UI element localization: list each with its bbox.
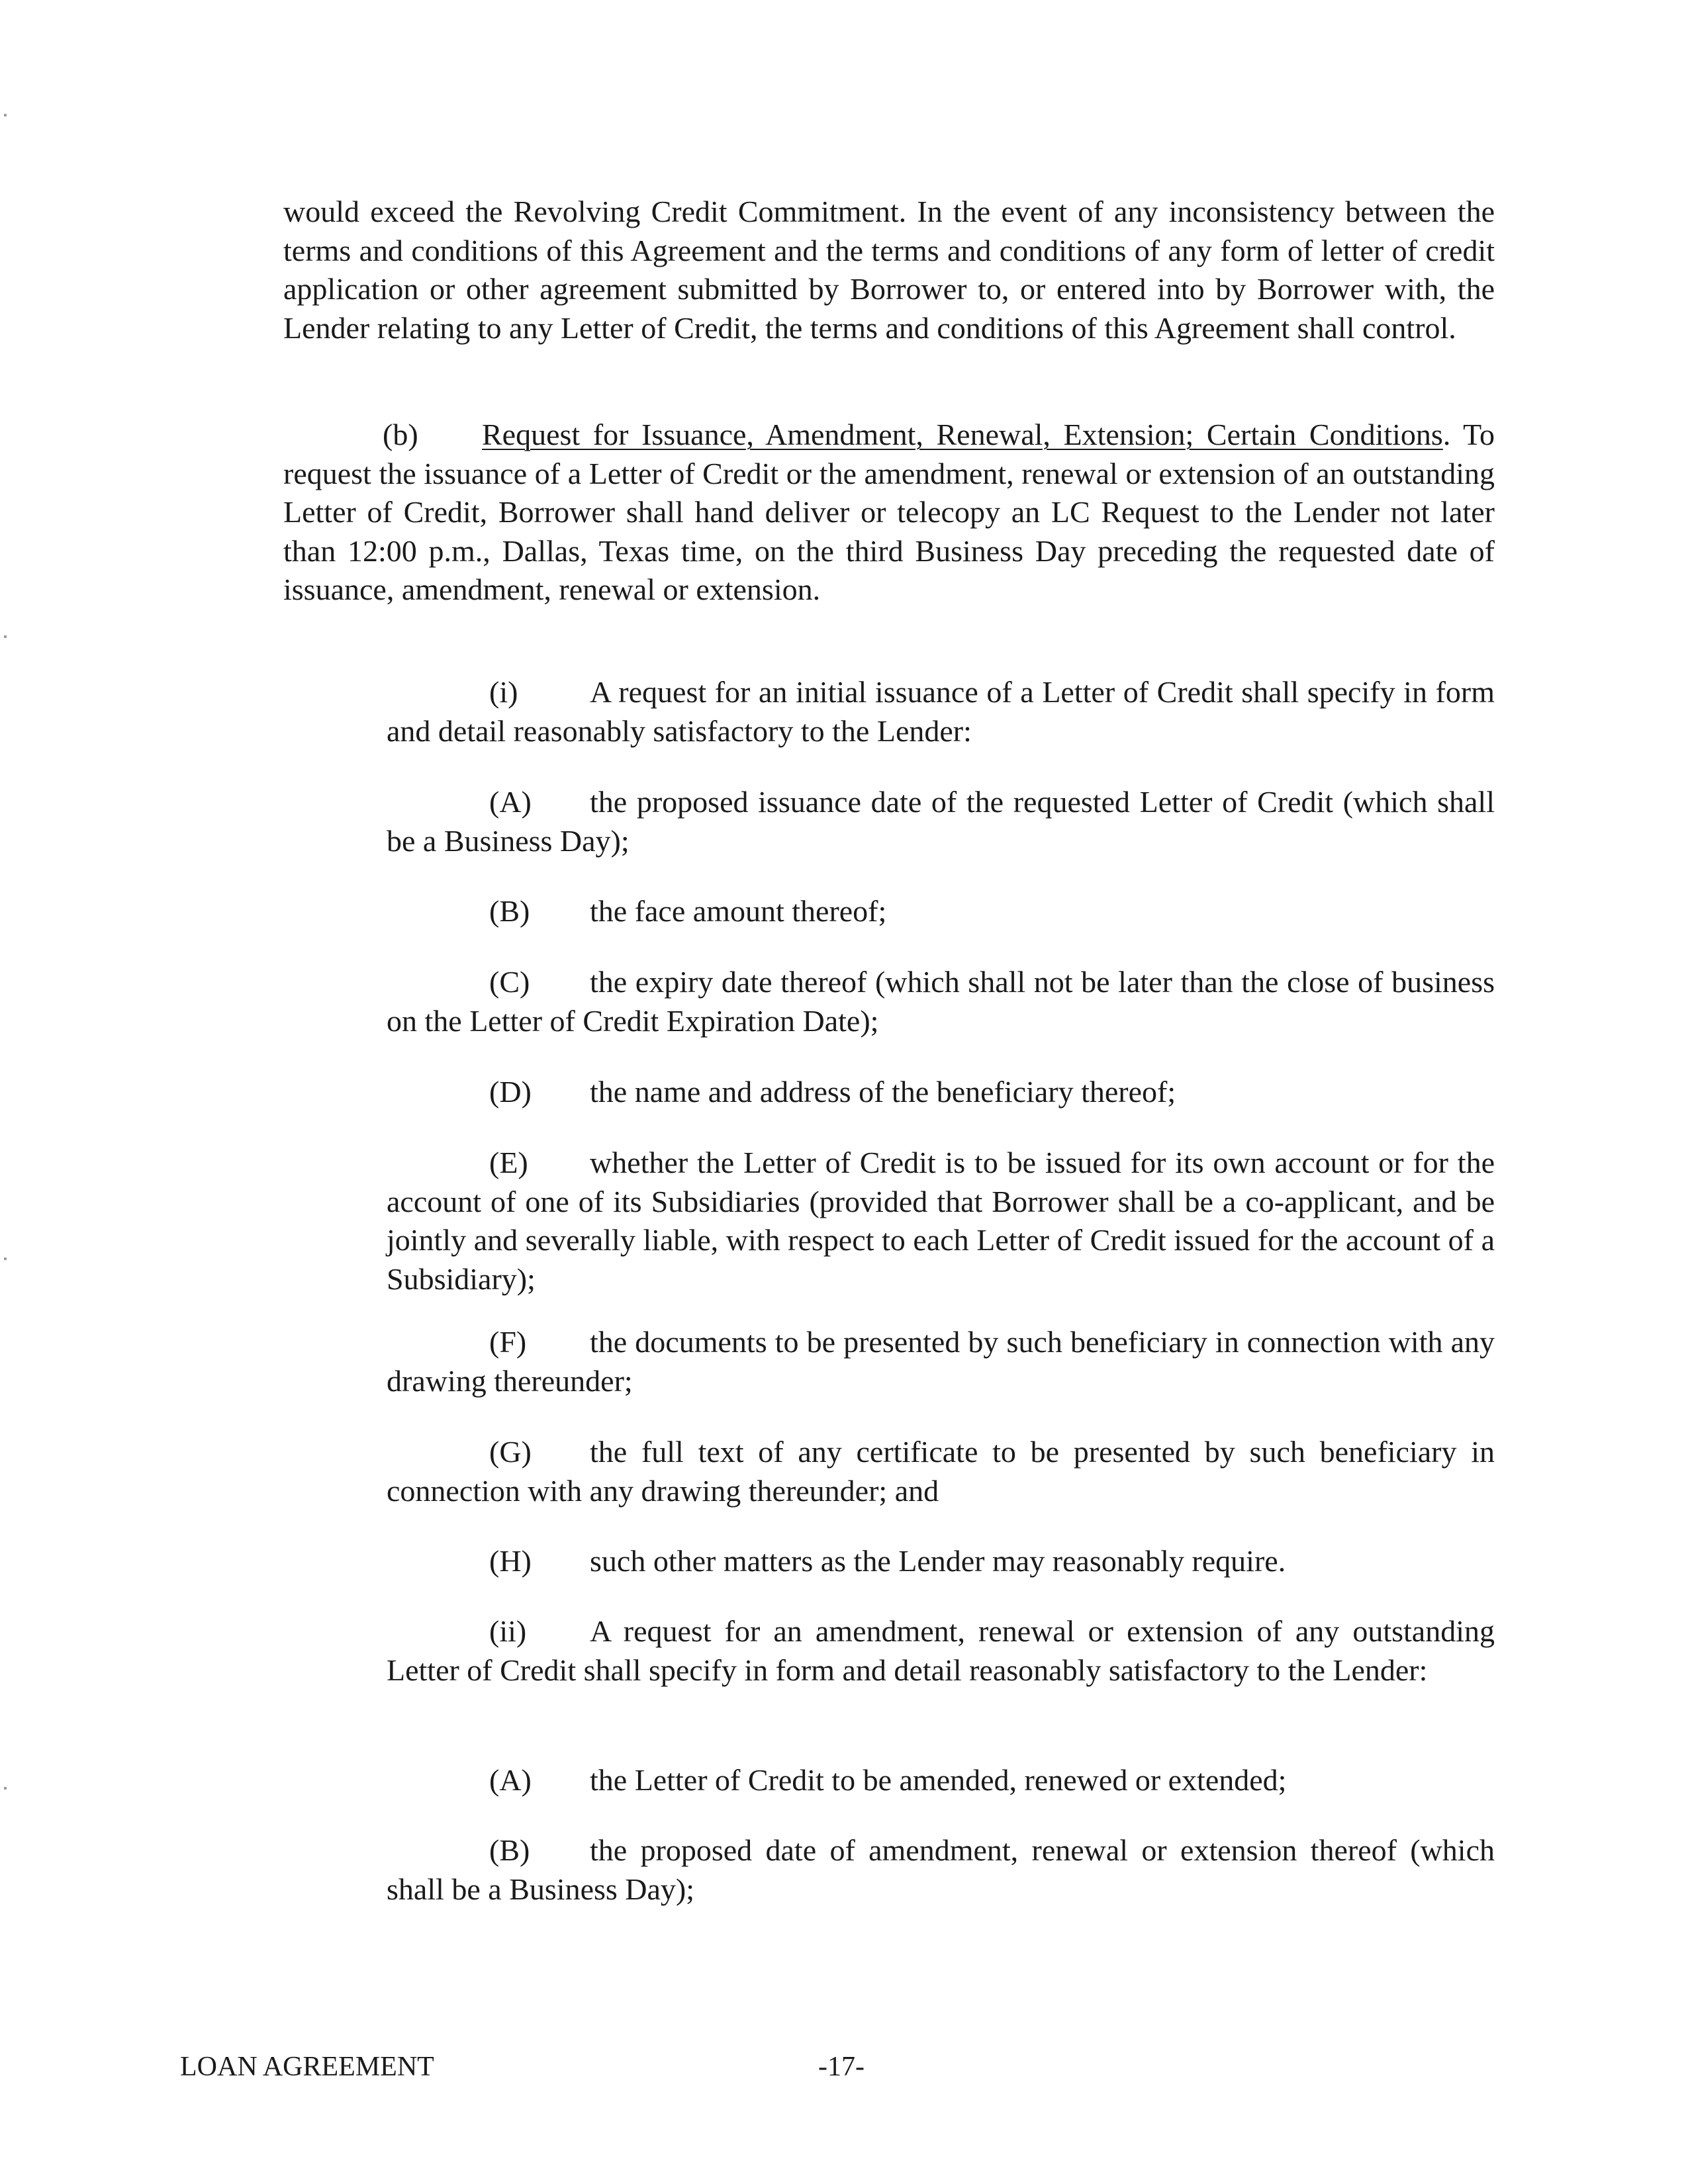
item-i-b: [387, 892, 1495, 931]
item-i-d-text: the name and address of the beneficiary thereof;: [590, 1075, 1176, 1109]
item-i-e: [387, 1144, 1495, 1298]
item-ii-b-label: (B): [489, 1833, 530, 1867]
scan-mark: [4, 635, 7, 638]
item-i-a-text: the proposed issuance date of the requested Letter of Credit (which shall be a Business Day);: [387, 785, 1495, 858]
item-i-c-label: (C): [489, 965, 530, 999]
section-b-heading-end: .: [1442, 418, 1451, 451]
item-ii-a-text: the Letter of Credit to be amended, renewed or extended;: [590, 1763, 1287, 1797]
item-i-b-label: (B): [489, 894, 530, 928]
section-b-paragraph: [283, 416, 1495, 610]
item-i-f-label: (F): [489, 1325, 527, 1359]
item-i-g: [387, 1433, 1495, 1510]
item-i-f-text: the documents to be presented by such beneficiary in connection with any drawing thereunder;: [387, 1325, 1495, 1398]
item-i-h-text: such other matters as the Lender may reasonably require.: [590, 1544, 1286, 1578]
item-i-g-text: the full text of any certificate to be presented by such beneficiary in connection with any drawing thereunder; and: [387, 1435, 1495, 1508]
item-i-h: [387, 1542, 1495, 1581]
item-i-d-label: (D): [489, 1075, 532, 1109]
scan-mark: [4, 1787, 7, 1790]
item-ii-a: [387, 1761, 1495, 1800]
scan-mark: [4, 1257, 7, 1260]
item-i-label: (i): [489, 675, 518, 709]
item-i-paragraph: [387, 673, 1495, 751]
item-ii-b-text: the proposed date of amendment, renewal or extension thereof (which shall be a Business Day);: [387, 1833, 1495, 1906]
item-ii-text: A request for an amendment, renewal or extension of any outstanding Letter of Credit shall specify in form and detail reasonably satisfactory to the Lender:: [387, 1614, 1495, 1687]
item-i-a: [387, 783, 1495, 860]
footer-page-number: -17-: [818, 2052, 865, 2082]
footer-title: LOAN AGREEMENT: [180, 2052, 434, 2082]
paragraph-intro: [283, 193, 1495, 347]
section-b-label: (b): [383, 418, 418, 451]
item-i-f: [387, 1323, 1495, 1400]
item-ii-label: (ii): [489, 1614, 527, 1648]
section-b-heading: Request for Issuance, Amendment, Renewal, Extension; Certain Conditions: [482, 418, 1443, 451]
item-ii-paragraph: [387, 1612, 1495, 1690]
item-i-b-text: the face amount thereof;: [590, 894, 887, 928]
section-b-body: To request the issuance of a Letter of Credit or the amendment, renewal or extension of an outstanding Letter of Credit, Borrower shall hand deliver or telecopy an LC Request to the Lender not later than 12:00 p.m., Dallas, Texas time, on the third Business Day preceding the requested date of issuance, amendment, renewal or extension.: [283, 418, 1495, 606]
item-i-d: [387, 1073, 1495, 1112]
item-i-c-text: the expiry date thereof (which shall not be later than the close of business on the Letter of Credit Expiration Date);: [387, 965, 1495, 1038]
item-i-e-label: (E): [489, 1146, 528, 1179]
item-i-g-label: (G): [489, 1435, 532, 1469]
item-i-c: [387, 963, 1495, 1040]
paragraph-intro-text: would exceed the Revolving Credit Commitment. In the event of any inconsistency between the terms and conditions of this Agreement and the terms and conditions of any form of letter of credit application or other agreement submitted by Borrower to, or entered into by Borrower with, the Lender relating to any Letter of Credit, the terms and conditions of this Agreement shall control.: [283, 195, 1495, 345]
item-ii-b: [387, 1831, 1495, 1909]
item-i-e-text: whether the Letter of Credit is to be issued for its own account or for the account of one of its Subsidiaries (provided that Borrower shall be a co-applicant, and be jointly and severally liable, with respect to each Letter of Credit issued for the account of a Subsidiary);: [387, 1146, 1495, 1296]
item-i-text: A request for an initial issuance of a Letter of Credit shall specify in form and detail reasonably satisfactory to the Lender:: [387, 675, 1495, 748]
scan-mark: [4, 114, 7, 116]
item-i-a-label: (A): [489, 785, 532, 819]
item-ii-a-label: (A): [489, 1763, 532, 1797]
item-i-h-label: (H): [489, 1544, 532, 1578]
